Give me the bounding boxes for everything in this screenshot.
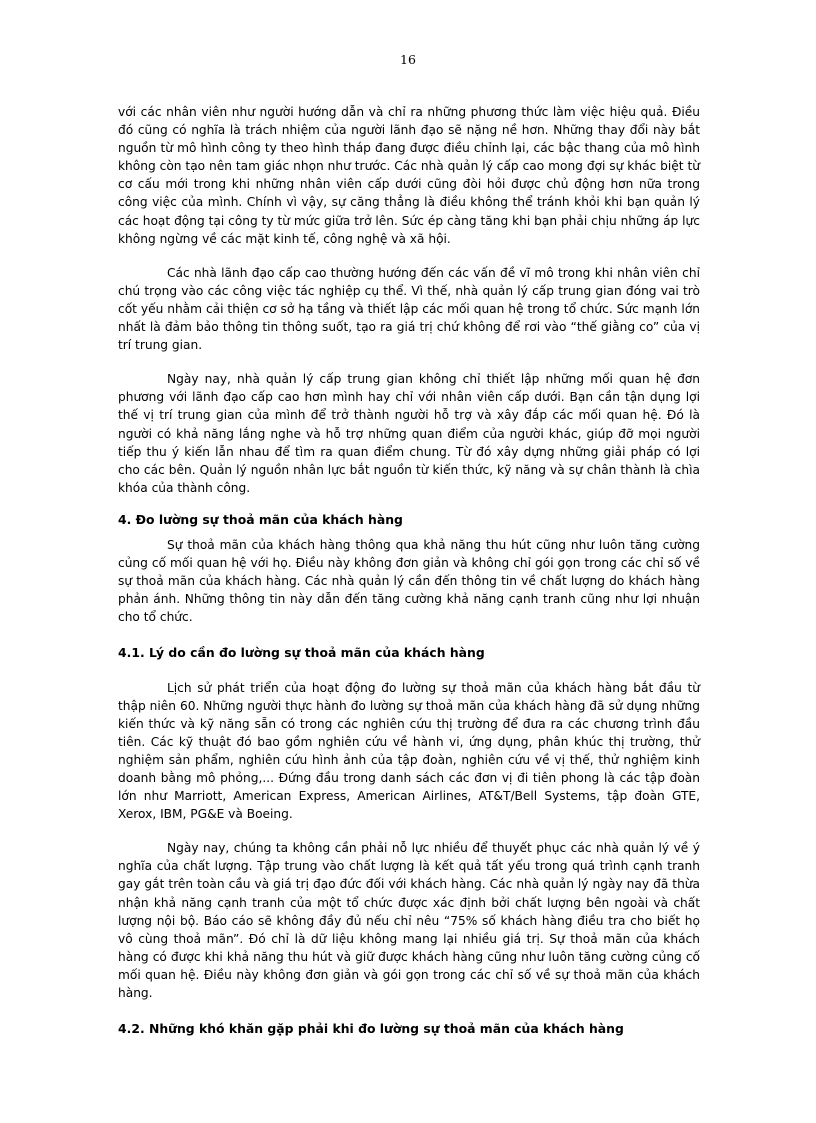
paragraph-continuation: với các nhân viên như người hướng dẫn và chỉ ra những phương thức làm việc hiệu quả. Điều đó cũng có nghĩa là trách nhiệm của người lãnh đạo sẽ nặng nề hơn. Những thay đổi này bắt nguồn từ mô hình công ty theo hình tháp đang được điều chỉnh lại, các bậc thang của mô hình không còn tạo nên tam giác nhọn như trước. Các nhà quản lý cấp cao mong đợi sự khác biệt từ cơ cấu mới trong khi những nhân viên cấp dưới cũng đòi hỏi được chủ động hơn nữa trong công việc của mình. Chính vì vậy, sự căng thẳng là điều không thể tránh khỏi khi bạn quản lý các hoạt động tại công ty từ mức giữa trở lên. Sức ép càng tăng khi bạn phải chịu những áp lực không ngừng về các mặt kinh tế, công nghệ và xã hội.: [118, 105, 700, 246]
section-heading-4-1: 4.1. Lý do cần đo lường sự thoả mãn của khách hàng: [118, 645, 485, 661]
section-heading-4-2: 4.2. Những khó khăn gặp phải khi đo lường sự thoả mãn của khách hàng: [118, 1021, 624, 1037]
paragraph-customer-satisfaction: Sự thoả mãn của khách hàng thông qua khả năng thu hút cũng như luôn tăng cường củng cố mối quan hệ với họ. Điều này không đơn giản và không chỉ gói gọn trong các chỉ số về sự thoả mãn của khách hàng. Các nhà quản lý cần đến thông tin về chất lượng do khách hàng phản ánh. Những thông tin này dẫn đến tăng cường khả năng cạnh tranh cũng như lợi nhuận cho tổ chức.: [118, 537, 700, 625]
paragraph-history: Lịch sử phát triển của hoạt động đo lường sự thoả mãn của khách hàng bắt đầu từ thập niên 60. Những người thực hành đo lường sự thoả mãn của khách hàng đã sử dụng những kiến thức và kỹ năng sẵn có trong các nghiên cứu thị trường để đưa ra các chương trình đầu tiên. Các kỹ thuật đó bao gồm nghiên cứu về hành vi, ứng dụng, phân khúc thị trường, thử nghiệm sản phẩm, nghiên cứu hình ảnh của tập đoàn, nghiên cứu về vị thế, thử nghiệm kinh doanh bằng mô phỏng,... Đứng đầu trong danh sách các đơn vị đi tiên phong là các tập đoàn lớn như Marriott, American Express, American Airlines, AT&T/Bell Systems, tập đoàn GTE, Xerox, IBM, PG&E và Boeing.: [118, 680, 700, 822]
paragraph-middle-managers: Các nhà lãnh đạo cấp cao thường hướng đến các vấn đề vĩ mô trong khi nhân viên chỉ chú trọng vào các công việc tác nghiệp cụ thể. Vì thế, nhà quản lý cấp trung gian đóng vai trò cốt yếu nhằm cải thiện cơ sở hạ tầng và thiết lập các mối quan hệ trong tổ chức. Sức mạnh lớn nhất là đảm bảo thông tin thông suốt, tạo ra giá trị chứ không để rơi vào “thế giằng co” của vị trí trung gian.: [118, 265, 700, 353]
section-heading-4: 4. Đo lường sự thoả mãn của khách hàng: [118, 511, 403, 527]
document-body: [118, 103, 700, 1038]
paragraph-relationships: Ngày nay, nhà quản lý cấp trung gian không chỉ thiết lập những mối quan hệ đơn phương với lãnh đạo cấp cao hơn mình hay chỉ với nhân viên cấp dưới. Bạn cần tận dụng lợi thế vị trí trung gian của mình để trở thành người hỗ trợ và xây đắp các mối quan hệ. Đó là người có khả năng lắng nghe và hỗ trợ những quan điểm của người khác, giúp đỡ mọi người tiếp thu ý kiến lẫn nhau để tìm ra quan điểm chung. Từ đó xây dựng những giải pháp có lợi cho các bên. Quản lý nguồn nhân lực bắt nguồn từ kiến thức, kỹ năng và sự chân thành là chìa khóa của thành công.: [118, 372, 700, 495]
paragraph-quality: Ngày nay, chúng ta không cần phải nỗ lực nhiều để thuyết phục các nhà quản lý về ý nghĩa của chất lượng. Tập trung vào chất lượng là kết quả tất yếu trong quá trình cạnh tranh gay gắt trên toàn cầu và giá trị đạo đức đối với khách hàng. Các nhà quản lý ngày nay đã thừa nhận khả năng cạnh tranh của một tổ chức được xác định bởi chất lượng bên ngoài và chất lượng nội bộ. Báo cáo sẽ không đầy đủ nếu chỉ nêu “75% số khách hàng điều tra cho biết họ vô cùng thoả mãn”. Đó chỉ là dữ liệu không mang lại nhiều giá trị. Sự thoả mãn của khách hàng có được khi khả năng thu hút và giữ được khách hàng cũng như luôn tăng cường củng cố mối quan hệ. Điều này không đơn giản và gói gọn trong các chỉ số về sự thoả mãn của khách hàng.: [118, 841, 700, 1001]
page-number: 16: [400, 52, 416, 67]
